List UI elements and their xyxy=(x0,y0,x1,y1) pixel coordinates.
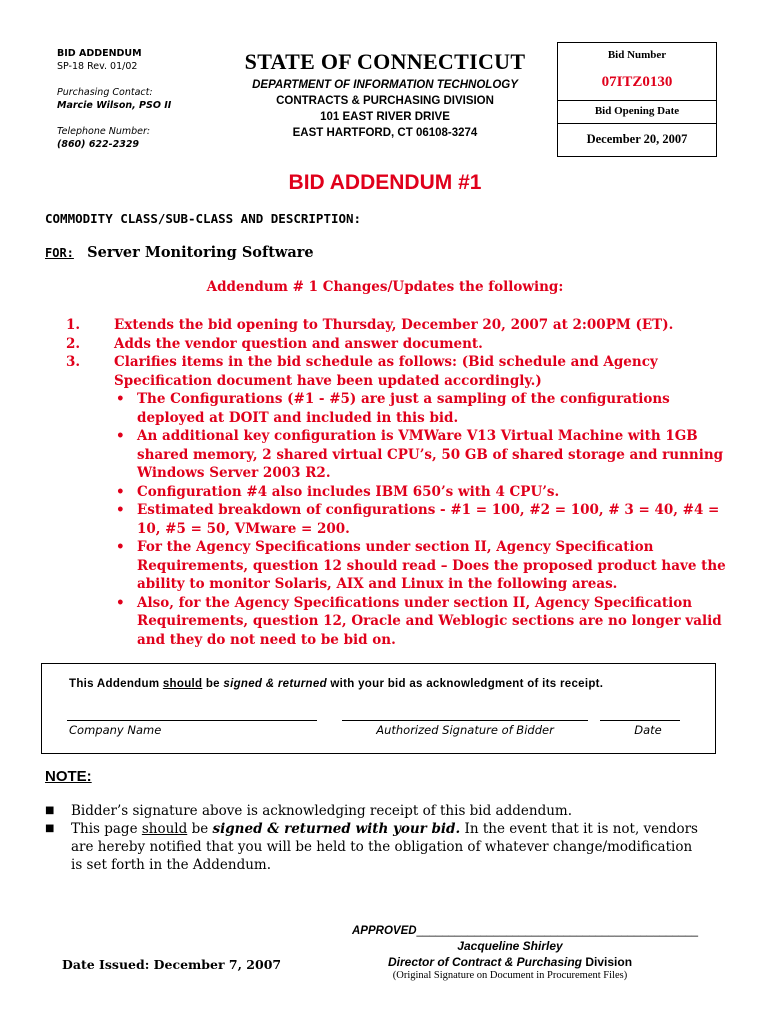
approver-name: Jacqueline Shirley xyxy=(457,939,563,953)
note-item xyxy=(45,820,705,874)
signature-note: (Original Signature on Document in Procurement Files) xyxy=(392,970,628,981)
street-address: 101 EAST RIVER DRIVE xyxy=(320,111,450,123)
bullet-item xyxy=(114,427,731,483)
bid-number: 07ITZ0130 xyxy=(601,74,673,90)
signature-line[interactable] xyxy=(342,720,588,721)
bullet-icon: • xyxy=(116,391,125,407)
ack-should: should xyxy=(162,678,203,690)
bullet-text: Configuration #4 also includes IBM 650’s with 4 CPU’s. xyxy=(137,483,560,500)
bid-info-box xyxy=(557,42,717,157)
date-label: Date xyxy=(634,723,662,737)
bullet-text: Also, for the Agency Specifications under section II, Agency Specification Requirements, question 12, Oracle and Weblogic sections are no longer valid and they do not need to be bid on. xyxy=(137,594,722,648)
item-text: Extends the bid opening to Thursday, December 20, 2007 at 2:00PM (ET). xyxy=(114,317,674,333)
note-heading: NOTE: xyxy=(45,768,92,785)
divider xyxy=(558,123,716,124)
changes-heading: Addendum # 1 Changes/Updates the following: xyxy=(206,279,564,295)
note-should: should xyxy=(141,821,188,837)
department-name: DEPARTMENT OF INFORMATION TECHNOLOGY xyxy=(252,79,518,91)
bid-number-label: Bid Number xyxy=(607,49,667,61)
note-item xyxy=(45,802,705,820)
ack-be: be xyxy=(205,678,220,690)
for-value: Server Monitoring Software xyxy=(87,244,314,261)
document-title: BID ADDENDUM #1 xyxy=(288,171,482,194)
item-text: Clarifies items in the bid schedule as follows: (Bid schedule and Agency Specification document have been updated accordingly.) xyxy=(114,354,658,389)
bullet-text: Estimated breakdown of configurations - #1 = 100, #2 = 100, # 3 = 40, #4 = 10, #5 = 50, VMware = 200. xyxy=(137,502,720,537)
approver-title xyxy=(330,955,690,969)
ack-part1: This Addendum xyxy=(69,678,160,690)
note-signed: signed & returned with your bid. xyxy=(212,821,461,837)
approved-line xyxy=(352,925,698,937)
purchasing-contact-name: Marcie Wilson, PSO II xyxy=(57,100,172,111)
item-number: 3. xyxy=(66,354,81,370)
signature-box xyxy=(41,663,716,754)
bullet-item xyxy=(114,483,731,502)
bullet-item xyxy=(114,594,731,650)
division-name: CONTRACTS & PURCHASING DIVISION xyxy=(276,95,494,107)
bullet-icon: • xyxy=(116,539,125,555)
list-item xyxy=(66,316,731,335)
bid-opening-date: December 20, 2007 xyxy=(586,132,688,146)
city-address: EAST HARTFORD, CT 06108-3274 xyxy=(292,127,478,139)
changes-list xyxy=(66,316,731,649)
note-text: In the event that it is not, vendors are hereby notified that you will be held to the obligation of whatever change/modification is set forth in the Addendum. xyxy=(71,821,698,873)
for-line xyxy=(45,244,314,261)
approved-label: APPROVED xyxy=(352,925,417,937)
approver-title-text: Director of Contract & Purchasing xyxy=(387,955,582,969)
form-revision: SP-18 Rev. 01/02 xyxy=(57,61,138,72)
list-item xyxy=(66,353,731,390)
bullet-text: For the Agency Specifications under section II, Agency Specification Requirements, question 12 should read – Does the proposed product have the ability to monitor Solaris, AIX and Linux in the following areas. xyxy=(137,539,726,592)
agency-header xyxy=(205,48,565,141)
bid-opening-label: Bid Opening Date xyxy=(594,105,680,117)
bullet-text: An additional key configuration is VMWare V13 Virtual Machine with 1GB shared memory, 2 shared virtual CPU’s, 50 GB of shared storage and running Windows Server 2003 R2. xyxy=(137,428,724,481)
contact-block xyxy=(57,47,171,151)
divider xyxy=(558,100,716,101)
ack-part2: with your bid as acknowledgment of its receipt. xyxy=(330,678,604,690)
telephone-number: (860) 622-2329 xyxy=(57,139,140,150)
bullet-item xyxy=(114,390,731,427)
for-label: FOR: xyxy=(45,246,74,260)
item-number: 2. xyxy=(66,335,81,352)
item-text: Adds the vendor question and answer document. xyxy=(114,335,483,352)
signature-label: Authorized Signature of Bidder xyxy=(376,723,554,737)
state-title: STATE OF CONNECTICUT xyxy=(244,49,526,74)
item-number: 1. xyxy=(66,317,81,333)
bullet-item xyxy=(114,501,731,538)
date-issued: Date Issued: December 7, 2007 xyxy=(62,957,282,972)
note-text: This page xyxy=(71,821,138,837)
list-item xyxy=(66,335,731,354)
ack-signed: signed & returned xyxy=(223,678,327,690)
bullet-text: The Configurations (#1 - #5) are just a sampling of the configurations deployed at DOIT and included in this bid. xyxy=(137,391,670,426)
square-bullet-icon: ■ xyxy=(45,805,55,816)
commodity-label: COMMODITY CLASS/SUB-CLASS AND DESCRIPTION: xyxy=(45,211,362,226)
square-bullet-icon: ■ xyxy=(45,823,55,834)
notes-list xyxy=(45,802,705,874)
approver-title-division: Division xyxy=(585,955,633,969)
purchasing-contact-label: Purchasing Contact: xyxy=(57,87,153,98)
telephone-label: Telephone Number: xyxy=(57,126,151,137)
bullet-icon: • xyxy=(116,428,125,444)
acknowledgment-text xyxy=(69,678,603,690)
company-name-line[interactable] xyxy=(67,720,317,721)
bullet-icon: • xyxy=(116,594,125,611)
bullet-icon: • xyxy=(116,483,125,500)
note-be: be xyxy=(191,821,209,837)
date-line[interactable] xyxy=(600,720,680,721)
bullet-item xyxy=(114,538,731,594)
note-text: Bidder’s signature above is acknowledging receipt of this bid addendum. xyxy=(71,803,573,819)
bullet-icon: • xyxy=(116,502,125,518)
approved-signature-line: ____________________________________________ xyxy=(416,925,698,937)
bid-addendum-label: BID ADDENDUM xyxy=(57,48,142,59)
company-name-label: Company Name xyxy=(69,723,162,737)
